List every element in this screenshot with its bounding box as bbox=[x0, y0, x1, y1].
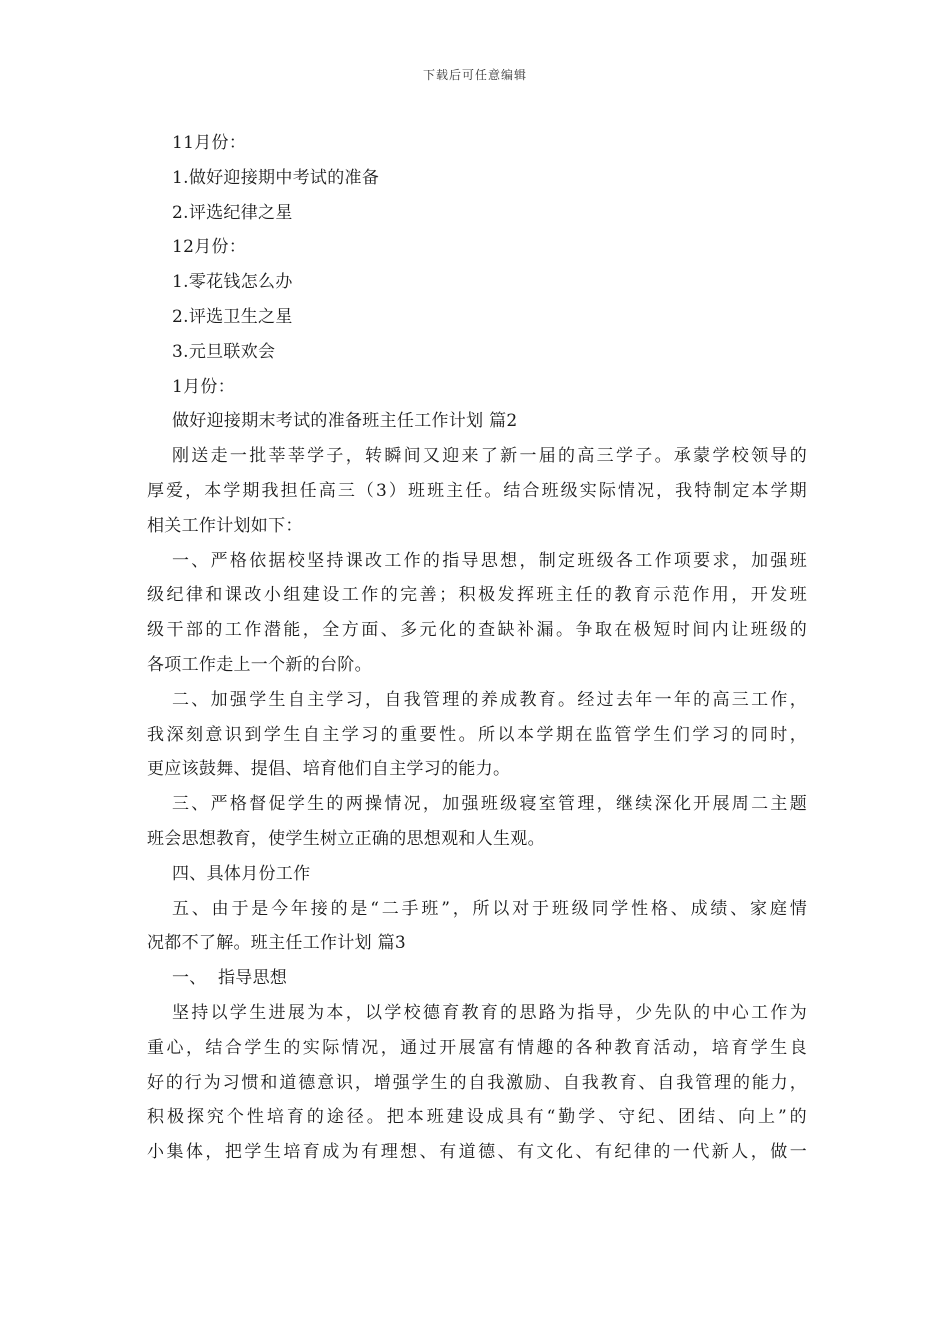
text-line: 一、 指导思想 bbox=[172, 968, 288, 989]
text-line: 1月份： bbox=[172, 376, 236, 397]
text-line: 12月份： bbox=[172, 237, 247, 258]
text-line: 五、由于是今年接的是“二手班”，所以对于班级同学性格、成绩、家庭情 bbox=[172, 898, 807, 919]
document-body bbox=[147, 126, 807, 1170]
text-line: 刚送走一批莘莘学子，转瞬间又迎来了新一届的高三学子。承蒙学校领导的 bbox=[172, 446, 807, 467]
text-line: 一、严格依据校坚持课改工作的指导思想，制定班级各工作项要求，加强班 bbox=[172, 550, 807, 571]
page-header-note: 下载后可任意编辑 bbox=[422, 68, 527, 82]
text-line: 相关工作计划如下： bbox=[147, 515, 303, 536]
text-line: 2.评选纪律之星 bbox=[172, 202, 293, 223]
text-line: 更应该鼓舞、提倡、培育他们自主学习的能力。 bbox=[147, 759, 511, 780]
text-line: 各项工作走上一个新的台阶。 bbox=[147, 654, 372, 675]
text-line: 小集体，把学生培育成为有理想、有道德、有文化、有纪律的一代新人，做一 bbox=[147, 1142, 807, 1163]
text-line: 班会思想教育，使学生树立正确的思想观和人生观。 bbox=[147, 828, 545, 849]
text-line: 级干部的工作潜能，全方面、多元化的查缺补漏。争取在极短时间内让班级的 bbox=[147, 620, 807, 641]
text-line: 我深刻意识到学生自主学习的重要性。所以本学期在监管学生们学习的同时， bbox=[147, 724, 807, 745]
text-line: 11月份： bbox=[172, 133, 247, 153]
text-line: 三、严格督促学生的两操情况，加强班级寝室管理，继续深化开展周二主题 bbox=[172, 794, 807, 815]
section-heading: 况都不了解。班主任工作计划 篇3 bbox=[147, 933, 407, 954]
text-line: 二、加强学生自主学习，自我管理的养成教育。经过去年一年的高三工作， bbox=[172, 689, 807, 710]
text-line: 级纪律和课改小组建设工作的完善；积极发挥班主任的教育示范作用，开发班 bbox=[147, 585, 807, 606]
text-line: 坚持以学生进展为本，以学校德育教育的思路为指导，少先队的中心工作为 bbox=[172, 1002, 807, 1023]
text-line: 2.评选卫生之星 bbox=[172, 306, 293, 327]
text-line: 积极探究个性培育的途径。把本班建设成具有“勤学、守纪、团结、向上”的 bbox=[147, 1107, 807, 1128]
text-line: 好的行为习惯和道德意识，增强学生的自我激励、自我教育、自我管理的能力， bbox=[147, 1072, 807, 1093]
text-line: 1.做好迎接期中考试的准备 bbox=[172, 167, 380, 188]
text-line: 重心，结合学生的实际情况，通过开展富有情趣的各种教育活动，培育学生良 bbox=[147, 1037, 807, 1058]
text-line: 1.零花钱怎么办 bbox=[172, 272, 293, 293]
text-line: 四、具体月份工作 bbox=[172, 863, 311, 884]
section-heading: 做好迎接期末考试的准备班主任工作计划 篇2 bbox=[172, 411, 518, 432]
text-line: 3.元旦联欢会 bbox=[172, 341, 276, 362]
text-line: 厚爱，本学期我担任高三（3）班班主任。结合班级实际情况，我特制定本学期 bbox=[147, 480, 807, 501]
